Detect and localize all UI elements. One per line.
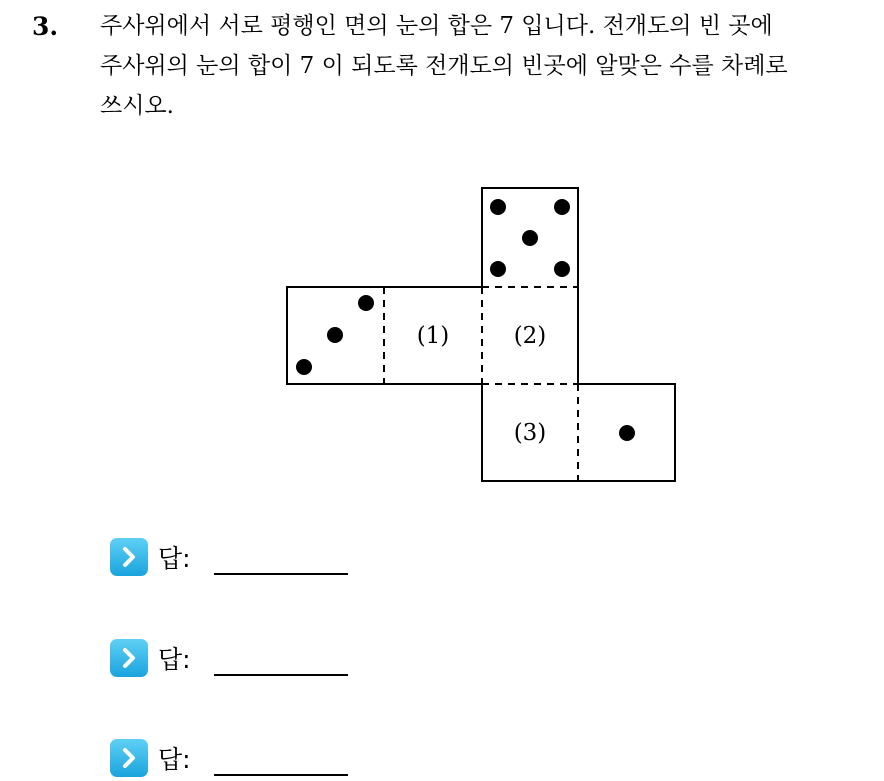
blank-label-3: (3) <box>513 420 547 446</box>
question-line-3: 쓰시오. <box>100 93 174 119</box>
answer-label: 답: <box>158 645 191 674</box>
pip <box>296 359 312 375</box>
pip <box>327 327 343 343</box>
face-one <box>619 425 635 441</box>
answer-row-1 <box>110 537 191 577</box>
blank-label-1: (1) <box>416 323 450 349</box>
answer-blank-2[interactable] <box>214 674 348 676</box>
pip <box>522 230 538 246</box>
question-line-2: 주사위의 눈의 합이 7 이 되도록 전개도의 빈곳에 알맞은 수를 차례로 <box>100 53 788 79</box>
answer-row-2 <box>110 638 191 678</box>
pip <box>490 199 506 215</box>
chevron-right-icon <box>110 639 148 677</box>
pip <box>619 425 635 441</box>
net-outline <box>287 188 675 481</box>
answer-blank-3[interactable] <box>214 774 348 776</box>
question-number: 3. <box>32 12 59 41</box>
answer-blank-1[interactable] <box>214 573 348 575</box>
face-five <box>490 199 570 277</box>
answer-label: 답: <box>158 745 191 774</box>
pip <box>358 295 374 311</box>
chevron-right-icon <box>110 739 148 777</box>
answer-row-3 <box>110 738 191 778</box>
face-three <box>296 295 374 375</box>
blank-label-2: (2) <box>513 323 547 349</box>
pip <box>490 261 506 277</box>
pip <box>554 261 570 277</box>
answer-label: 답: <box>158 544 191 573</box>
chevron-right-icon <box>110 538 148 576</box>
pip <box>554 199 570 215</box>
question-line-1: 주사위에서 서로 평행인 면의 눈의 합은 7 입니다. 전개도의 빈 곳에 <box>100 13 773 39</box>
